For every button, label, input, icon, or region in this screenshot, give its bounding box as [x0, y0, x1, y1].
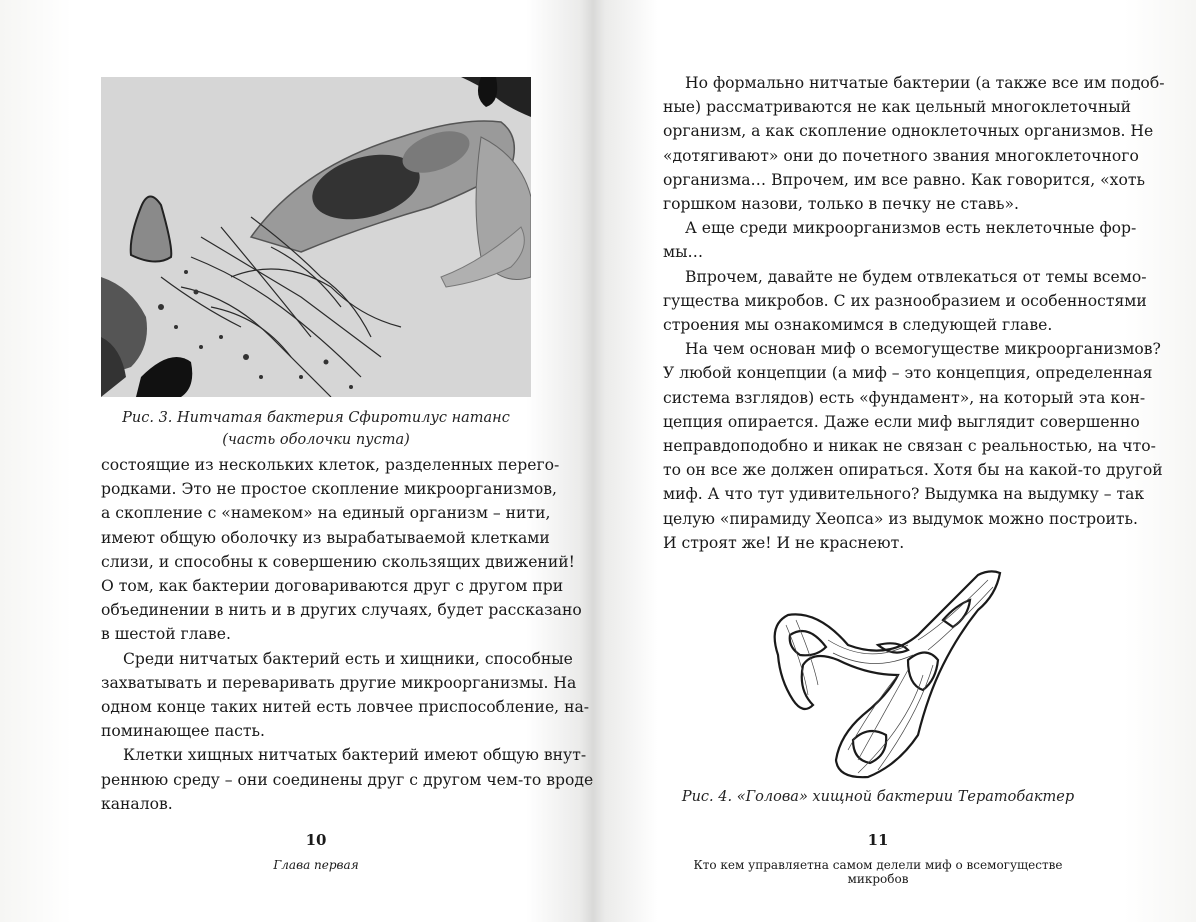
text-line: объединении в нить и в других случаях, будет рассказано [101, 601, 582, 620]
bacteria-micrograph-image [101, 77, 531, 397]
figure-4-caption: Рис. 4. «Голова» хищной бактерии Тератобактер [681, 789, 1075, 805]
text-line: Впрочем, давайте не будем отвлекаться от темы всемо- [685, 267, 1147, 286]
text-line: ные) рассматриваются не как цельный многоклеточный [663, 98, 1132, 117]
text-line: горшком назови, только в печку не ставь». [663, 195, 1019, 214]
page-number-right: 11 [867, 831, 889, 849]
text-line: Среди нитчатых бактерий есть и хищники, способные [123, 649, 573, 668]
text-line: Клетки хищных нитчатых бактерий имеют общую внут- [123, 746, 587, 765]
running-head-right: Кто кем управляетна самом делели миф о всемогуществе микробов [693, 858, 1063, 886]
text-line: имеют общую оболочку из вырабатываемой клетками [101, 528, 550, 547]
text-line: то он все же должен опираться. Хотя бы на какой-то другой [663, 461, 1163, 480]
page-number-left: 10 [305, 831, 327, 849]
text-line: цепция опирается. Даже если миф выглядит совершенно [663, 412, 1140, 431]
text-line: неправдоподобно и никак не связан с реальностью, на что- [663, 437, 1156, 456]
figure-3-caption [101, 407, 531, 451]
text-line: организм, а как скопление одноклеточных организмов. Не [663, 122, 1154, 141]
right-page [598, 0, 1196, 922]
teratobacter-head-drawing [758, 565, 1008, 785]
text-line: слизи, и способны к совершению скользящих движений! [101, 552, 575, 571]
text-line: миф. А что тут удивительного? Выдумка на выдумку – так [663, 485, 1145, 504]
right-page-body-text [663, 71, 1165, 555]
text-line: в шестой главе. [101, 625, 231, 644]
figure-3-photo [101, 77, 531, 397]
text-line: Но формально нитчатые бактерии (а также все им подоб- [685, 74, 1165, 92]
text-line: «дотягивают» они до почетного звания многоклеточного [663, 146, 1139, 165]
figure-3-caption-line: (часть оболочки пуста) [222, 432, 410, 448]
text-line: а скопление с «намеком» на единый организм – нити, [101, 504, 551, 523]
text-line: О том, как бактерии договариваются друг с другом при [101, 577, 564, 596]
text-line: захватывать и переваривать другие микроорганизмы. На [101, 673, 577, 692]
text-line: каналов. [101, 794, 173, 813]
text-line: система взглядов) есть «фундамент», на который эта кон- [663, 388, 1146, 407]
text-line: И строят же! И не краснеют. [663, 533, 905, 552]
text-line: строения мы ознакомимся в следующей главе. [663, 316, 1053, 335]
text-line: состоящие из нескольких клеток, разделенных перего- [101, 456, 560, 474]
running-head-left: Глава первая [273, 858, 359, 872]
text-line: У любой концепции (а миф – это концепция, определенная [663, 364, 1153, 383]
text-line: организма… Впрочем, им все равно. Как говорится, «хоть [663, 170, 1145, 189]
text-line: целую «пирамиду Хеопса» из выдумок можно построить. [663, 509, 1138, 528]
text-line: гущества микробов. С их разнообразием и особенностями [663, 291, 1147, 310]
text-line: мы… [663, 243, 704, 262]
figure-3-caption-line: Рис. 3. Нитчатая бактерия Сфиротилус натанс [122, 410, 510, 426]
left-page-body-text [101, 453, 594, 816]
text-line: поминающее пасть. [101, 722, 265, 741]
text-line: родками. Это не простое скопление микроорганизмов, [101, 480, 558, 499]
text-line: На чем основан миф о всемогуществе микроорганизмов? [685, 340, 1161, 359]
text-line: реннюю среду – они соединены друг с другом чем-то вроде [101, 770, 594, 789]
text-line: А еще среди микроорганизмов есть неклеточные фор- [685, 219, 1137, 238]
text-line: одном конце таких нитей есть ловчее приспособление, на- [101, 698, 590, 717]
